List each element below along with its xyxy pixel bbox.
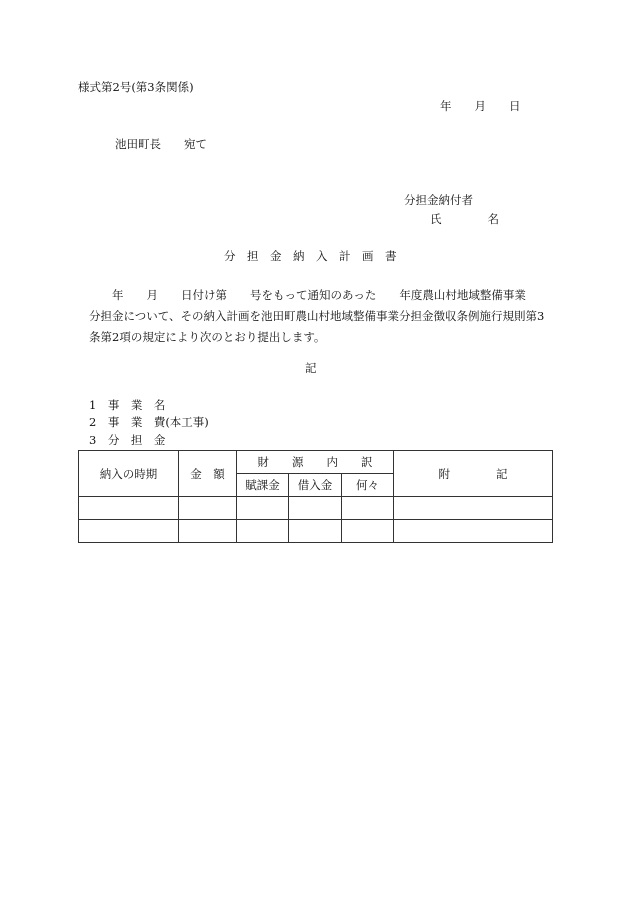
table-header-row [79,451,553,474]
subheader-other: 何々 [342,474,394,497]
table-cell [342,520,394,543]
header-breakdown: 財 源 内 訳 [237,451,394,474]
table-row [79,497,553,520]
table-cell [289,520,342,543]
table-cell [79,497,179,520]
table-cell [394,497,553,520]
table-cell [79,520,179,543]
form-number: 様式第2号(第3条関係) [78,80,194,94]
body-line-1: 年 月 日付け第 号をもって通知のあった 年度農山村地域整備事業 [89,288,526,302]
table-row [79,520,553,543]
header-amount: 金 額 [179,451,237,497]
payer-label: 分担金納付者 [404,193,473,207]
table-cell [394,520,553,543]
body-line-3: 条第2項の規定により次のとおり提出します。 [89,330,326,344]
document-title: 分 担 金 納 入 計 画 書 [224,249,397,263]
header-timing: 納入の時期 [79,451,179,497]
subheader-fukakin: 賦課金 [237,474,289,497]
item-project-cost: 2 事 業 費(本工事) [89,415,209,429]
addressee: 池田町長 宛て [115,137,207,151]
payer-name-label: 氏 名 [430,212,499,226]
item-project-name: 1 事 業 名 [89,398,166,412]
payment-plan-table [78,450,553,543]
table-cell [179,497,237,520]
table-cell [289,497,342,520]
date-line: 年 月 日 [440,99,521,113]
header-note: 附 記 [394,451,553,497]
table-cell [179,520,237,543]
subheader-kariire: 借入金 [289,474,342,497]
table-cell [237,497,289,520]
ki-heading: 記 [305,361,317,375]
table-cell [237,520,289,543]
body-paragraph [89,285,559,348]
table-cell [342,497,394,520]
item-share: 3 分 担 金 [89,433,166,447]
body-line-2: 分担金について、その納入計画を池田町農山村地域整備事業分担金徴収条例施行規則第3 [89,309,545,323]
